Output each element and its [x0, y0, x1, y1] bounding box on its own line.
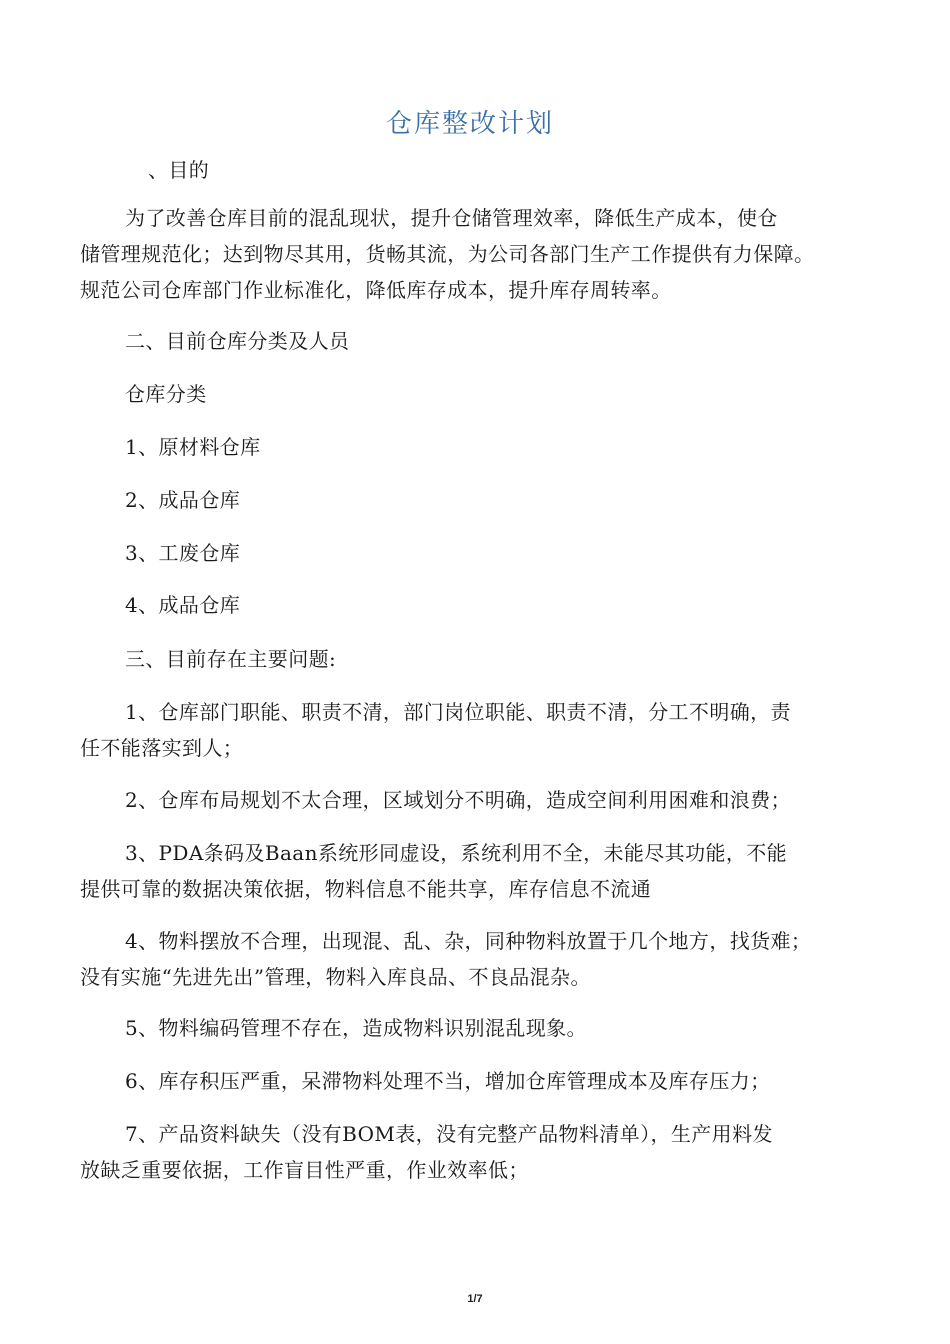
problem-item: 7、产品资料缺失（没有BOM表，没有完整产品物料清单），生产用料发 [125, 1122, 773, 1146]
problem-item-continued: 放缺乏重要依据，工作盲目性严重，作业效率低； [80, 1158, 529, 1182]
list-item: 1、原材料仓库 [125, 435, 261, 459]
list-item: 3、工废仓库 [125, 541, 241, 565]
problem-item: 3、PDA条码及Baan系统形同虚设，系统利用不全，未能尽其功能，不能 [125, 841, 788, 865]
list-item: 2、成品仓库 [125, 488, 241, 512]
problem-item: 2、仓库布局规划不太合理，区域划分不明确，造成空间利用困难和浪费； [125, 788, 791, 812]
subheading: 仓库分类 [125, 382, 207, 406]
paragraph-line: 规范公司仓库部门作业标准化，降低库存成本，提升库存周转率。 [80, 278, 672, 302]
paragraph-line: 储管理规范化；达到物尽其用，货畅其流，为公司各部门生产工作提供有力保障。 [80, 242, 815, 266]
page-number: 1/7 [467, 1293, 483, 1305]
problem-item-continued: 任不能落实到人； [80, 736, 244, 760]
problem-item-continued: 没有实施“先进先出”管理，物料入库良品、不良品混杂。 [80, 965, 591, 989]
problem-item: 6、库存积压严重，呆滞物料处理不当，增加仓库管理成本及库存压力； [125, 1069, 771, 1093]
list-item: 4、成品仓库 [125, 593, 241, 617]
problem-item: 5、物料编码管理不存在，造成物料识别混乱现象。 [125, 1016, 587, 1040]
heading-main-problems: 三、目前存在主要问题: [125, 647, 337, 671]
paragraph-line: 为了改善仓库目前的混乱现状，提升仓储管理效率，降低生产成本，使仓 [125, 206, 778, 230]
problem-item: 1、仓库部门职能、职责不清，部门岗位职能、职责不清，分工不明确，责 [125, 700, 791, 724]
heading-warehouse-categories: 二、目前仓库分类及人员 [125, 329, 350, 353]
problem-item-continued: 提供可靠的数据决策依据，物料信息不能共享，库存信息不流通 [80, 877, 652, 901]
page-title: 仓库整改计划 [385, 109, 554, 139]
problem-item: 4、物料摆放不合理，出现混、乱、杂，同种物料放置于几个地方，找货难； [125, 929, 812, 953]
heading-purpose: 、目的 [148, 158, 210, 182]
